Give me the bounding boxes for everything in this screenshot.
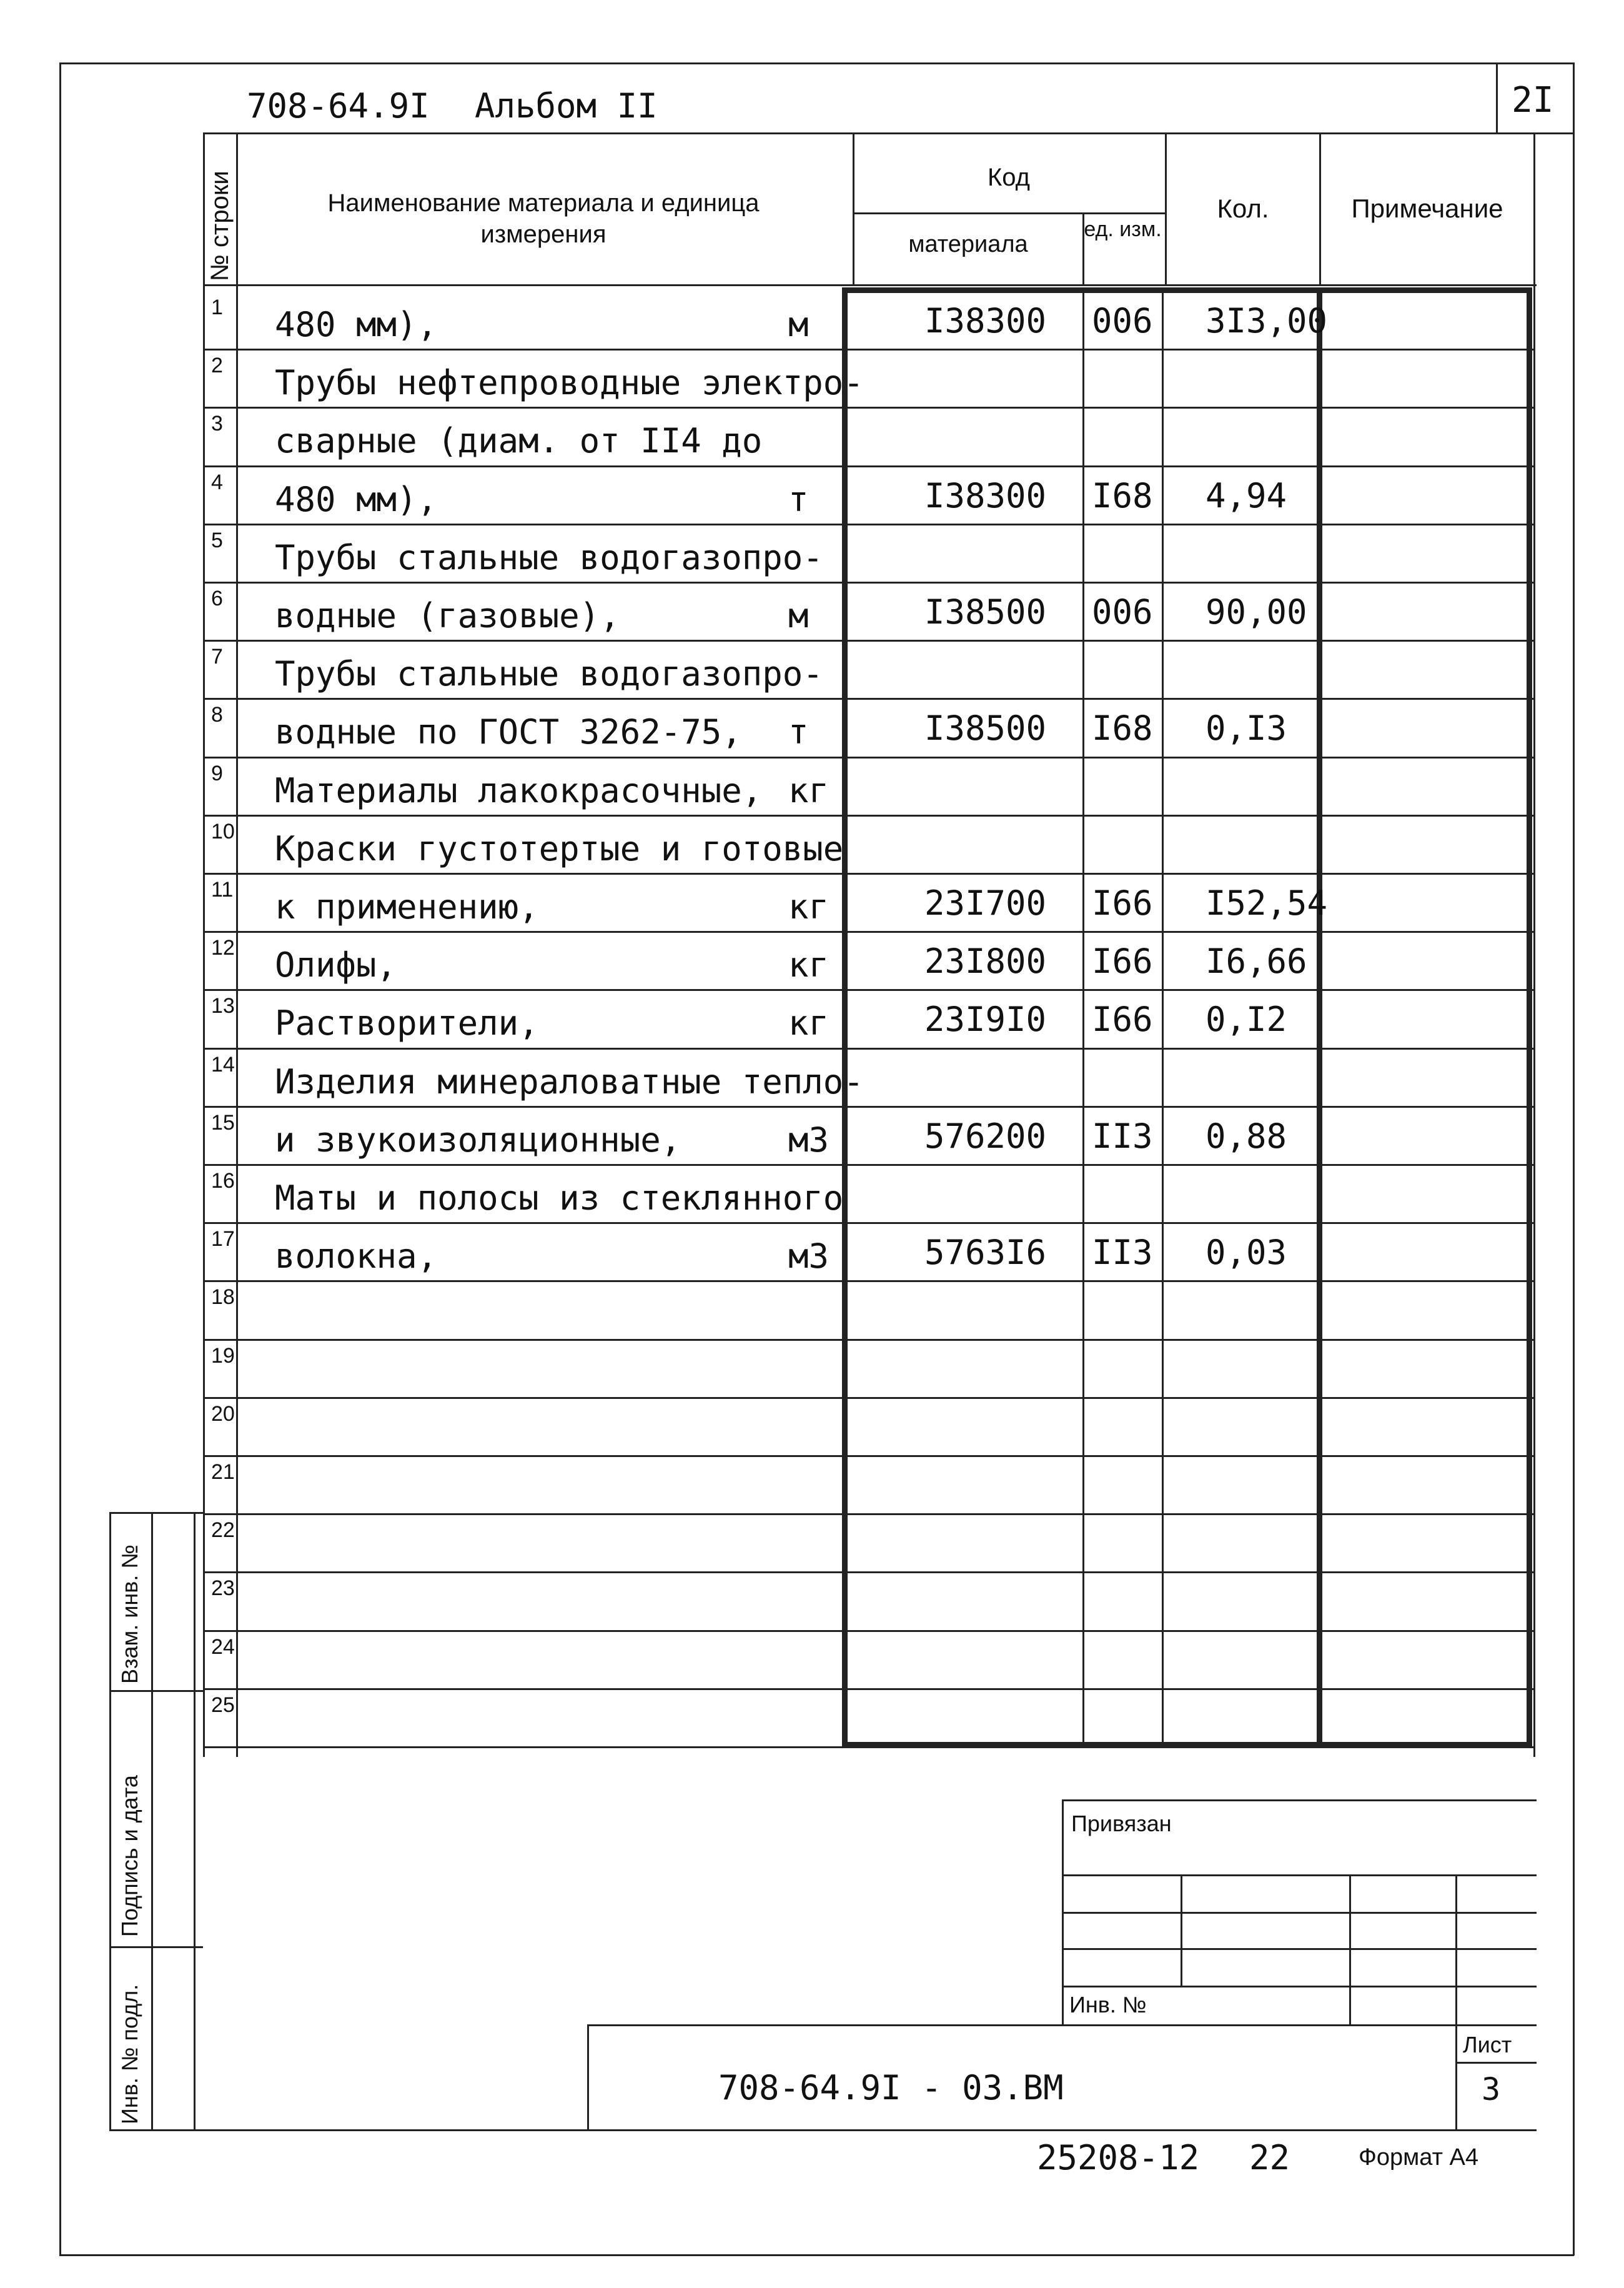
row-qty: 90,00 — [1206, 592, 1307, 632]
row-number: 11 — [211, 878, 234, 902]
row-material-code: I38300 — [924, 475, 1047, 515]
row-number: 1 — [211, 296, 223, 319]
row-name: Маты и полосы из стеклянного — [275, 1178, 844, 1218]
row-qty: I52,54 — [1206, 883, 1328, 923]
row-name: 480 мм), — [275, 479, 438, 519]
row-unit: кг — [788, 1003, 829, 1043]
stamp-col-3 — [1455, 1874, 1457, 2024]
table-row-separator — [203, 1222, 1533, 1224]
row-number: 5 — [211, 528, 223, 552]
row-unit: т — [788, 479, 809, 519]
col-row-no: № строки — [206, 171, 234, 281]
frame-bottom — [59, 2254, 1574, 2256]
row-number: 13 — [211, 994, 235, 1018]
frame-left — [59, 62, 61, 2256]
row-name: Трубы стальные водогазопро- — [275, 654, 823, 694]
row-name: волокна, — [275, 1236, 438, 1276]
row-qty: 4,94 — [1206, 475, 1287, 515]
col-material-code: материала — [908, 231, 1028, 257]
table-row-separator — [203, 1048, 1533, 1050]
sheet-label: Лист — [1463, 2032, 1512, 2057]
grid-v-unit — [1082, 287, 1084, 1746]
row-number: 22 — [211, 1518, 235, 1543]
row-name: Растворители, — [275, 1003, 539, 1043]
row-name: к применению, — [275, 887, 539, 927]
grid-h-top-thick — [842, 287, 1532, 293]
row-number: 19 — [211, 1343, 235, 1368]
row-name: Трубы стальные водогазопро- — [275, 537, 823, 577]
strip-left — [109, 1512, 111, 2131]
row-unit: м — [788, 305, 809, 344]
row-name: Олифы, — [275, 945, 397, 985]
grid-v-note-head — [1319, 132, 1321, 284]
row-material-code: I38500 — [924, 592, 1047, 632]
table-row-separator — [203, 1280, 1533, 1282]
table-row-separator — [203, 1513, 1533, 1515]
table-row-separator — [203, 1571, 1533, 1573]
stamp-inv-no: Инв. № — [1069, 1992, 1147, 2017]
table-row-separator — [203, 349, 1533, 351]
row-number: 8 — [211, 703, 223, 727]
stamp-col-2 — [1349, 1874, 1351, 2024]
row-number: 23 — [211, 1576, 235, 1601]
stamp-row-3 — [1062, 1948, 1537, 1950]
row-unit: м3 — [788, 1120, 829, 1160]
row-unit: кг — [788, 945, 829, 985]
row-name: Трубы нефтепроводные электро- — [275, 363, 864, 403]
sheet-box-left — [1455, 2024, 1457, 2131]
row-name: водные по ГОСТ 3262-75, — [275, 712, 742, 752]
designation-top — [587, 2024, 1537, 2026]
row-unit: т — [788, 712, 809, 752]
paper-format: Формат А4 — [1359, 2144, 1479, 2171]
archive-page: 22 — [1249, 2138, 1290, 2177]
stamp-row-4 — [1062, 1986, 1537, 1987]
row-number: 7 — [211, 645, 223, 669]
row-name: Изделия минераловатные тепло- — [275, 1062, 864, 1102]
row-number: 12 — [211, 936, 235, 960]
row-unit-code: II3 — [1092, 1233, 1153, 1273]
label-inv-podl: Инв. № подл. — [117, 1984, 142, 2124]
col-qty: Кол. — [1217, 194, 1269, 223]
row-number: 20 — [211, 1401, 235, 1426]
sheet-box-div — [1455, 2062, 1537, 2064]
row-number: 25 — [211, 1693, 235, 1717]
row-number: 17 — [211, 1227, 235, 1251]
stamp-row-2 — [1062, 1912, 1537, 1914]
row-qty: I6,66 — [1206, 942, 1307, 982]
row-number: 14 — [211, 1052, 235, 1077]
sheet-number: 3 — [1482, 2071, 1501, 2107]
table-row-separator — [203, 1746, 1533, 1748]
grid-v-right — [1533, 132, 1535, 1757]
row-name: и звукоизоляционные, — [275, 1120, 681, 1160]
row-unit-code: 006 — [1092, 592, 1153, 632]
grid-v-right-thick — [1527, 287, 1532, 1746]
row-number: 10 — [211, 819, 235, 843]
row-name: водные (газовые), — [275, 596, 620, 635]
row-unit-code: I68 — [1092, 475, 1153, 515]
label-podpis-data: Подпись и дата — [117, 1775, 142, 1937]
row-unit: м — [788, 596, 809, 635]
header-line — [203, 132, 1574, 134]
strip-top — [109, 1512, 203, 1514]
row-number: 16 — [211, 1169, 235, 1193]
row-number: 3 — [211, 412, 223, 436]
frame-top — [59, 62, 1574, 64]
strip-bottom — [109, 2129, 203, 2131]
row-qty: 3I3,00 — [1206, 301, 1328, 341]
table-row-separator — [203, 931, 1533, 933]
stamp-row-1 — [1062, 1874, 1537, 1876]
grid-v-qty — [1162, 287, 1164, 1746]
table-row-separator — [203, 1397, 1533, 1399]
row-number: 2 — [211, 354, 223, 378]
row-qty: 0,I2 — [1206, 1000, 1287, 1040]
row-material-code: 5763I6 — [924, 1233, 1047, 1273]
row-material-code: 576200 — [924, 1116, 1047, 1156]
row-unit-code: II3 — [1092, 1116, 1153, 1156]
grid-v-qty-head — [1165, 132, 1167, 284]
row-unit-code: 006 — [1092, 301, 1153, 341]
row-name: 480 мм), — [275, 305, 438, 344]
table-row-separator — [203, 640, 1533, 642]
row-number: 21 — [211, 1460, 235, 1484]
designation-bottom — [194, 2129, 1537, 2131]
table-row-separator — [203, 407, 1533, 409]
table-header-bottom — [203, 284, 1537, 286]
row-qty: 0,I3 — [1206, 709, 1287, 749]
row-number: 18 — [211, 1285, 235, 1310]
table-row-separator — [203, 873, 1533, 875]
strip-div-2 — [109, 1946, 203, 1948]
table-row-separator — [203, 757, 1533, 759]
col-name: Наименование материала и единица измерения — [327, 189, 760, 248]
table-row-separator — [203, 1630, 1533, 1632]
row-material-code: 23I700 — [924, 883, 1047, 923]
page-number: 2I — [1512, 80, 1554, 121]
stamp-col-1 — [1181, 1874, 1182, 1986]
table-row-separator — [203, 465, 1533, 467]
strip-right — [194, 1512, 196, 2131]
table-row-separator — [203, 1455, 1533, 1457]
row-material-code: 23I800 — [924, 942, 1047, 982]
row-qty: 0,03 — [1206, 1233, 1287, 1273]
table-row-separator — [203, 815, 1533, 817]
row-unit-code: I66 — [1092, 942, 1153, 982]
frame-right — [1573, 62, 1575, 2256]
table-row-separator — [203, 698, 1533, 700]
row-material-code: 23I9I0 — [924, 1000, 1047, 1040]
col-unit-code: ед. изм. — [1084, 217, 1162, 241]
col-note: Примечание — [1351, 194, 1503, 223]
strip-mid — [151, 1512, 153, 2131]
row-unit-code: I66 — [1092, 1000, 1153, 1040]
grid-v-code-head — [853, 132, 854, 284]
row-unit-code: I68 — [1092, 709, 1153, 749]
row-number: 4 — [211, 470, 223, 494]
table-row-separator — [203, 1106, 1533, 1108]
album-label: Альбом II — [475, 86, 658, 126]
strip-div-1 — [109, 1690, 203, 1692]
archive-number: 25208-12 — [1037, 2138, 1200, 2177]
row-material-code: I38300 — [924, 301, 1047, 341]
table-row-separator — [203, 1339, 1533, 1341]
doc-code: 708-64.9I — [247, 86, 430, 126]
row-unit: м3 — [788, 1236, 829, 1276]
table-row-separator — [203, 524, 1533, 525]
row-material-code: I38500 — [924, 709, 1047, 749]
grid-v-note-thick — [1317, 287, 1322, 1746]
row-unit: кг — [788, 887, 829, 927]
table-row-separator — [203, 989, 1533, 991]
row-number: 24 — [211, 1634, 235, 1659]
row-qty: 0,88 — [1206, 1116, 1287, 1156]
row-number: 15 — [211, 1110, 235, 1135]
stamp-top — [1062, 1799, 1537, 1801]
row-unit: кг — [788, 770, 829, 810]
doc-designation: 708-64.9I - 03.ВМ — [718, 2068, 1064, 2107]
code-subheader-line — [853, 212, 1165, 214]
label-vzam-inv: Взам. инв. № — [117, 1544, 142, 1684]
designation-left — [587, 2024, 589, 2131]
row-name: Краски густотертые и готовые — [275, 828, 844, 868]
row-number: 9 — [211, 761, 223, 785]
row-unit-code: I66 — [1092, 883, 1153, 923]
page-number-box — [1496, 62, 1498, 132]
row-number: 6 — [211, 587, 223, 610]
row-name: Материалы лакокрасочные, — [275, 770, 763, 810]
table-row-separator — [203, 1164, 1533, 1166]
grid-v-code-thick — [842, 287, 848, 1746]
row-name: сварные (диам. от II4 до — [275, 421, 763, 461]
table-row-separator — [203, 582, 1533, 584]
stamp-privyazan: Привязан — [1071, 1811, 1172, 1836]
table-row-separator — [203, 1688, 1533, 1690]
col-code: Код — [987, 164, 1030, 191]
grid-v-unit-head — [1082, 212, 1084, 284]
